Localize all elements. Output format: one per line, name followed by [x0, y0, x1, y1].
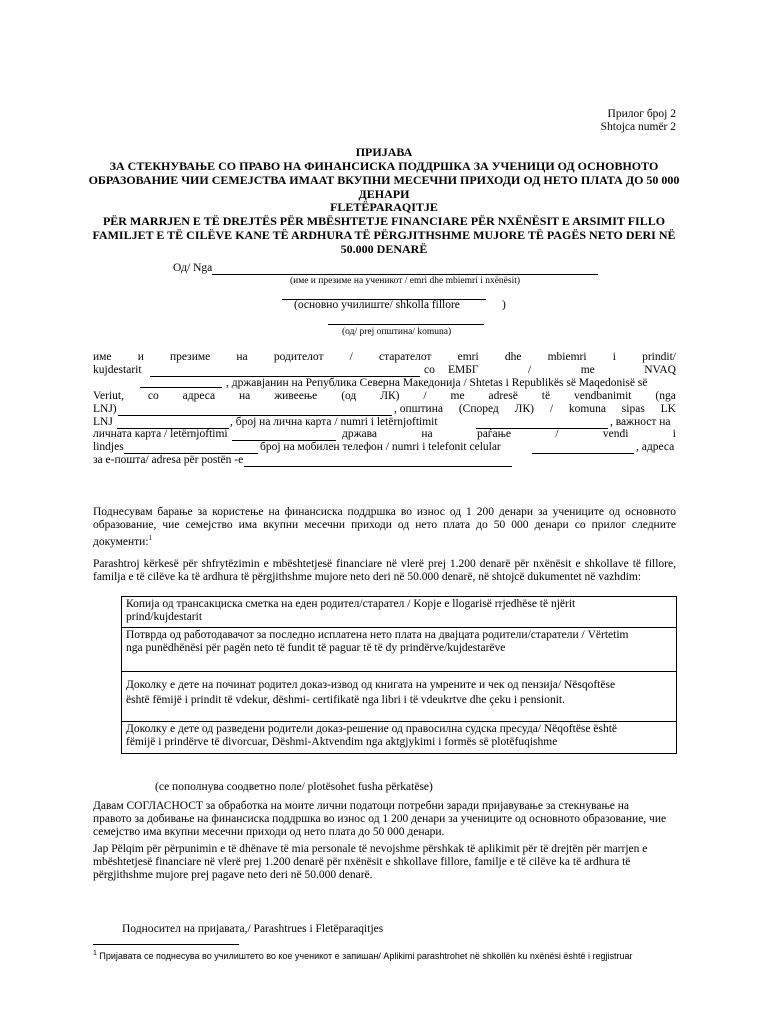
parent-l9-label: за е-пошта/ adresa për postën -е [93, 454, 244, 466]
parent-l5-w5: sipas [621, 403, 645, 415]
request-sq-line1: Parashtroj kërkesë për shfrytëzimin e mbështetjesë financiare në vlerë prej 1.200 denarë për nxënësit e shkollave të fillore, [93, 558, 676, 570]
document-2-line2: nga punëdhënësi për pagën neto të fundit të paguar të të dy prindërve/kujdestarëve [126, 642, 506, 654]
parent-l4-w7: / [423, 390, 427, 402]
documents-table [121, 596, 677, 754]
fill-note: (се пополнува соодветно поле/ plotësohet fusha përkatëse) [155, 781, 433, 793]
title-mk-line4: ДЕНАРИ [358, 187, 410, 201]
parent-l1-w1: и [137, 351, 144, 363]
parent-line-5 [394, 403, 676, 416]
footnote-text: Пријавата се поднесува во училиштето во кое ученикот е запишан/ Aplikimi parashtrohet në shkollën ku nxënësi është i regjistruar [99, 951, 633, 961]
school-hint-close: ) [502, 299, 506, 311]
consent-mk-line2: правото за добивање на финансиска поддршка во износ од 1 200 денари за учениците од основното образование, чие [93, 813, 667, 825]
document-2-line1: Потврда од работодавачот за последно исплатена нето плата на двајцата родители/старатели / Vërtetim [126, 629, 629, 641]
parent-l4-w2: адреса [182, 390, 216, 402]
parent-l6-label: LNJ [93, 416, 113, 428]
request-sq [93, 558, 676, 584]
parent-l1-w2: презиме [170, 351, 211, 363]
title-mk-line3: ОБРАЗОВАНИЕ ЧИИ СЕМЕЈСТВА ИМААТ ВКУПНИ МЕСЕЧНИ ПРИХОДИ ОД НЕТО ПЛАТА ДО 50 000 [88, 173, 680, 187]
parent-l4-w9: adresë [488, 390, 518, 402]
parent-l5-w3: / [549, 403, 554, 415]
parent-l1-w7: emri [457, 351, 479, 363]
document-1-line1: Копија од трансакциска сметка на еден родител/старател / Kopje e llogarisë rrjedhëse të njërit [126, 598, 576, 610]
school-hint: (основно училиште/ shkolla fillore [294, 299, 460, 311]
table-row[interactable] [122, 722, 677, 754]
parent-l1-w8: dhe [504, 351, 522, 363]
parent-l2-w1: / [528, 364, 532, 376]
consent-mk [93, 800, 676, 839]
id-card-validity-field[interactable] [232, 428, 336, 441]
parent-l7-label: личната карта / letërnjoftimi [93, 428, 228, 440]
parent-line-7 [342, 428, 676, 441]
document-4-line1: Доколку е дете од разведени родители доказ-решение од правосилна судска пресуда/ Nëqoftëse është [126, 723, 618, 735]
parent-l1-w5: / [349, 351, 353, 363]
consent-sq-line3: përgjithshme mujore prej pagave neto deri në 50.000 denarë. [93, 869, 373, 881]
annex-number-sq: Shtojca numër 2 [600, 121, 676, 133]
birth-country-field[interactable] [124, 441, 258, 454]
parent-l2-label: kujdestarit [93, 364, 142, 376]
parent-l5-label: LNJ) [93, 403, 117, 415]
phone-field[interactable] [532, 441, 634, 454]
form-title-mk [70, 145, 698, 201]
title-sq-line2: PËR MARRJEN E TË DREJTËS PËR MBËSHTETJE FINANCIARE PËR NXËNËSIT E ARSIMIT FILLO [102, 214, 666, 228]
parent-l5-w1: (Според [458, 403, 499, 415]
consent-mk-line3: семејство има вкупни месечни приходи од нето плата до 50 000 денари. [93, 826, 445, 838]
embg-field[interactable] [140, 376, 222, 388]
table-row[interactable] [122, 597, 677, 628]
parent-l5-w6: LK [660, 403, 676, 415]
parent-l2-w2: me [580, 364, 595, 376]
title-sq-line1: FLETËPARAQITJE [330, 200, 438, 214]
parent-l8-email: , адреса [636, 441, 675, 453]
table-row[interactable] [122, 672, 677, 722]
footnote [93, 950, 632, 961]
document-cell[interactable] [122, 672, 677, 722]
parent-l5-w0: , општина [394, 403, 443, 415]
request-mk [93, 506, 676, 549]
parent-l2-w3: NVAQ [644, 364, 676, 376]
parent-l5-w4: komuna [568, 403, 606, 415]
parent-l4-w10: të [541, 390, 551, 402]
parent-l4-w11: vendbanimit [574, 390, 632, 402]
document-cell[interactable] [122, 628, 677, 672]
parent-l1-w10: i [612, 351, 616, 363]
parent-l7-w3: / [555, 428, 559, 440]
parent-l4-w4: живеење [274, 390, 318, 402]
title-mk-line1: ПРИЈАВА [355, 145, 413, 159]
form-title-sq [70, 200, 698, 256]
parent-l7-w5: i [672, 428, 676, 440]
parent-l1-w11: prindit/ [642, 351, 676, 363]
consent-sq [93, 843, 676, 882]
email-field[interactable] [244, 454, 512, 467]
request-mk-line3: документи: [93, 535, 149, 548]
student-name-hint: (име и презиме на ученикот / emri dhe mbiemri i nxënësit) [289, 276, 521, 286]
parent-l8-label: lindjes [93, 441, 124, 453]
title-mk-line2: ЗА СТЕКНУВАЊЕ СО ПРАВО НА ФИНАНСИСКА ПОДДРШКА ЗА УЧЕНИЦИ ОД ОСНОВНОТО [109, 159, 659, 173]
parent-l3-citizenship: , државјанин на Република Северна Македонија / Shtetas i Republikës së Maqedonisë së [226, 377, 648, 389]
parent-l6-validity: , важност на [610, 416, 671, 428]
from-label: Од/ Nga [173, 262, 213, 274]
parent-l7-w0: држава [342, 428, 378, 440]
request-mk-line2: образование, чие семејство има вкупни месечни приходи од нето плата до 50 000 денари со прилог следните [93, 519, 676, 531]
parent-l1-w0: име [93, 351, 112, 363]
request-mk-line1: Поднесувам барање за користење на финансиска поддршка во износ од 1 200 денари за учениците од основното [93, 506, 676, 518]
parent-l4-w3: на [239, 390, 251, 402]
parent-l1-w3: на [236, 351, 248, 363]
parent-l6-idcard: , број на лична карта / numri i letërnjoftimit [230, 416, 438, 428]
parent-l7-w1: на [421, 428, 433, 440]
parent-l4-w12: (nga [655, 390, 676, 402]
parent-l1-w6: старателот [379, 351, 432, 363]
parent-l2-embg [448, 364, 676, 377]
consent-sq-line1: Jap Pëlqim për përpunimin e të dhënave të mia personale të nevojshme përshkak të aplikimit për të drejtën për marrjen e [93, 843, 648, 855]
document-1-line2: prind/kujdestarit [126, 611, 203, 623]
annex-number-mk: Прилог број 2 [607, 108, 676, 120]
parent-l4-w5: (од [341, 390, 357, 402]
table-row[interactable] [122, 628, 677, 672]
parent-l2-w0: ЕМБГ [448, 364, 479, 376]
consent-sq-line2: mbështetjesë financiare në vlerë prej 1.200 denarë për nxënësit e shkollave fillore, familje e të cilëve ka të ardhura të [93, 856, 631, 868]
signature-label: Подносител на пријавата,/ Parashtrues i Fletëparaqitjes [122, 923, 384, 935]
parent-l1-w9: mbiemri [547, 351, 587, 363]
parent-l1-w4: родителот [273, 351, 324, 363]
parent-l4-w8: me [450, 390, 465, 402]
parent-l4-w0: Veriut, [93, 390, 124, 402]
document-cell[interactable] [122, 722, 677, 754]
parent-line-1 [93, 351, 676, 364]
footnote-mark: 1 [93, 950, 97, 957]
document-cell[interactable] [122, 597, 677, 628]
parent-line-4 [93, 390, 676, 403]
title-sq-line3: FAMILJET E TË CILËVE KANE TË ARDHURA TË PËRGJITHSHME MUJORE TË PAGËS NETO DERI NË [92, 228, 676, 242]
footnote-mark-ref: 1 [148, 534, 153, 542]
address-field[interactable] [118, 403, 392, 416]
municipality-field[interactable] [328, 313, 484, 325]
parent-l7-w4: vendi [602, 428, 629, 440]
request-sq-line2: familja e të cilëve ka të ardhura të përgjithshme mujore neto deri në 50.000 denarë, në shtojcë dukumentet në vazhdim: [93, 571, 642, 583]
parent-l4-w6: ЛК) [380, 390, 400, 402]
student-name-field[interactable] [212, 262, 598, 275]
parent-l2-so: со [424, 364, 435, 376]
footnote-separator [93, 944, 239, 945]
municipality-hint: (од/ prej општина/ komuna) [342, 327, 452, 337]
parent-l8-phone: број на мобилен телефон / numri i telefonit celular [260, 441, 501, 453]
parent-l4-w1: со [147, 390, 159, 402]
title-sq-line4: 50.000 DENARË [340, 242, 428, 256]
document-3-line1: Доколку е дете на починат родител доказ-извод од книгата на умрените и чек од пензија/ Nësqoftëse [126, 679, 616, 691]
document-3-line2: është fëmijë i prindit të vdekur, dëshmi- certifikatë nga libri i të vdeukrtve dhe çeku i pensionit. [126, 694, 565, 706]
document-4-line2: fëmijë i prindërve të divorcuar, Dëshmi-Aktvendim nga aktgjykimi i formës së plotëfuqishme [126, 736, 558, 748]
consent-mk-line1: Давам СОГЛАСНОСТ за обработка на моите лични податоци потребни заради пријавување за стекнување на [93, 800, 630, 812]
parent-l5-w2: ЛК) [514, 403, 534, 415]
parent-l7-w2: раѓање [476, 428, 512, 440]
